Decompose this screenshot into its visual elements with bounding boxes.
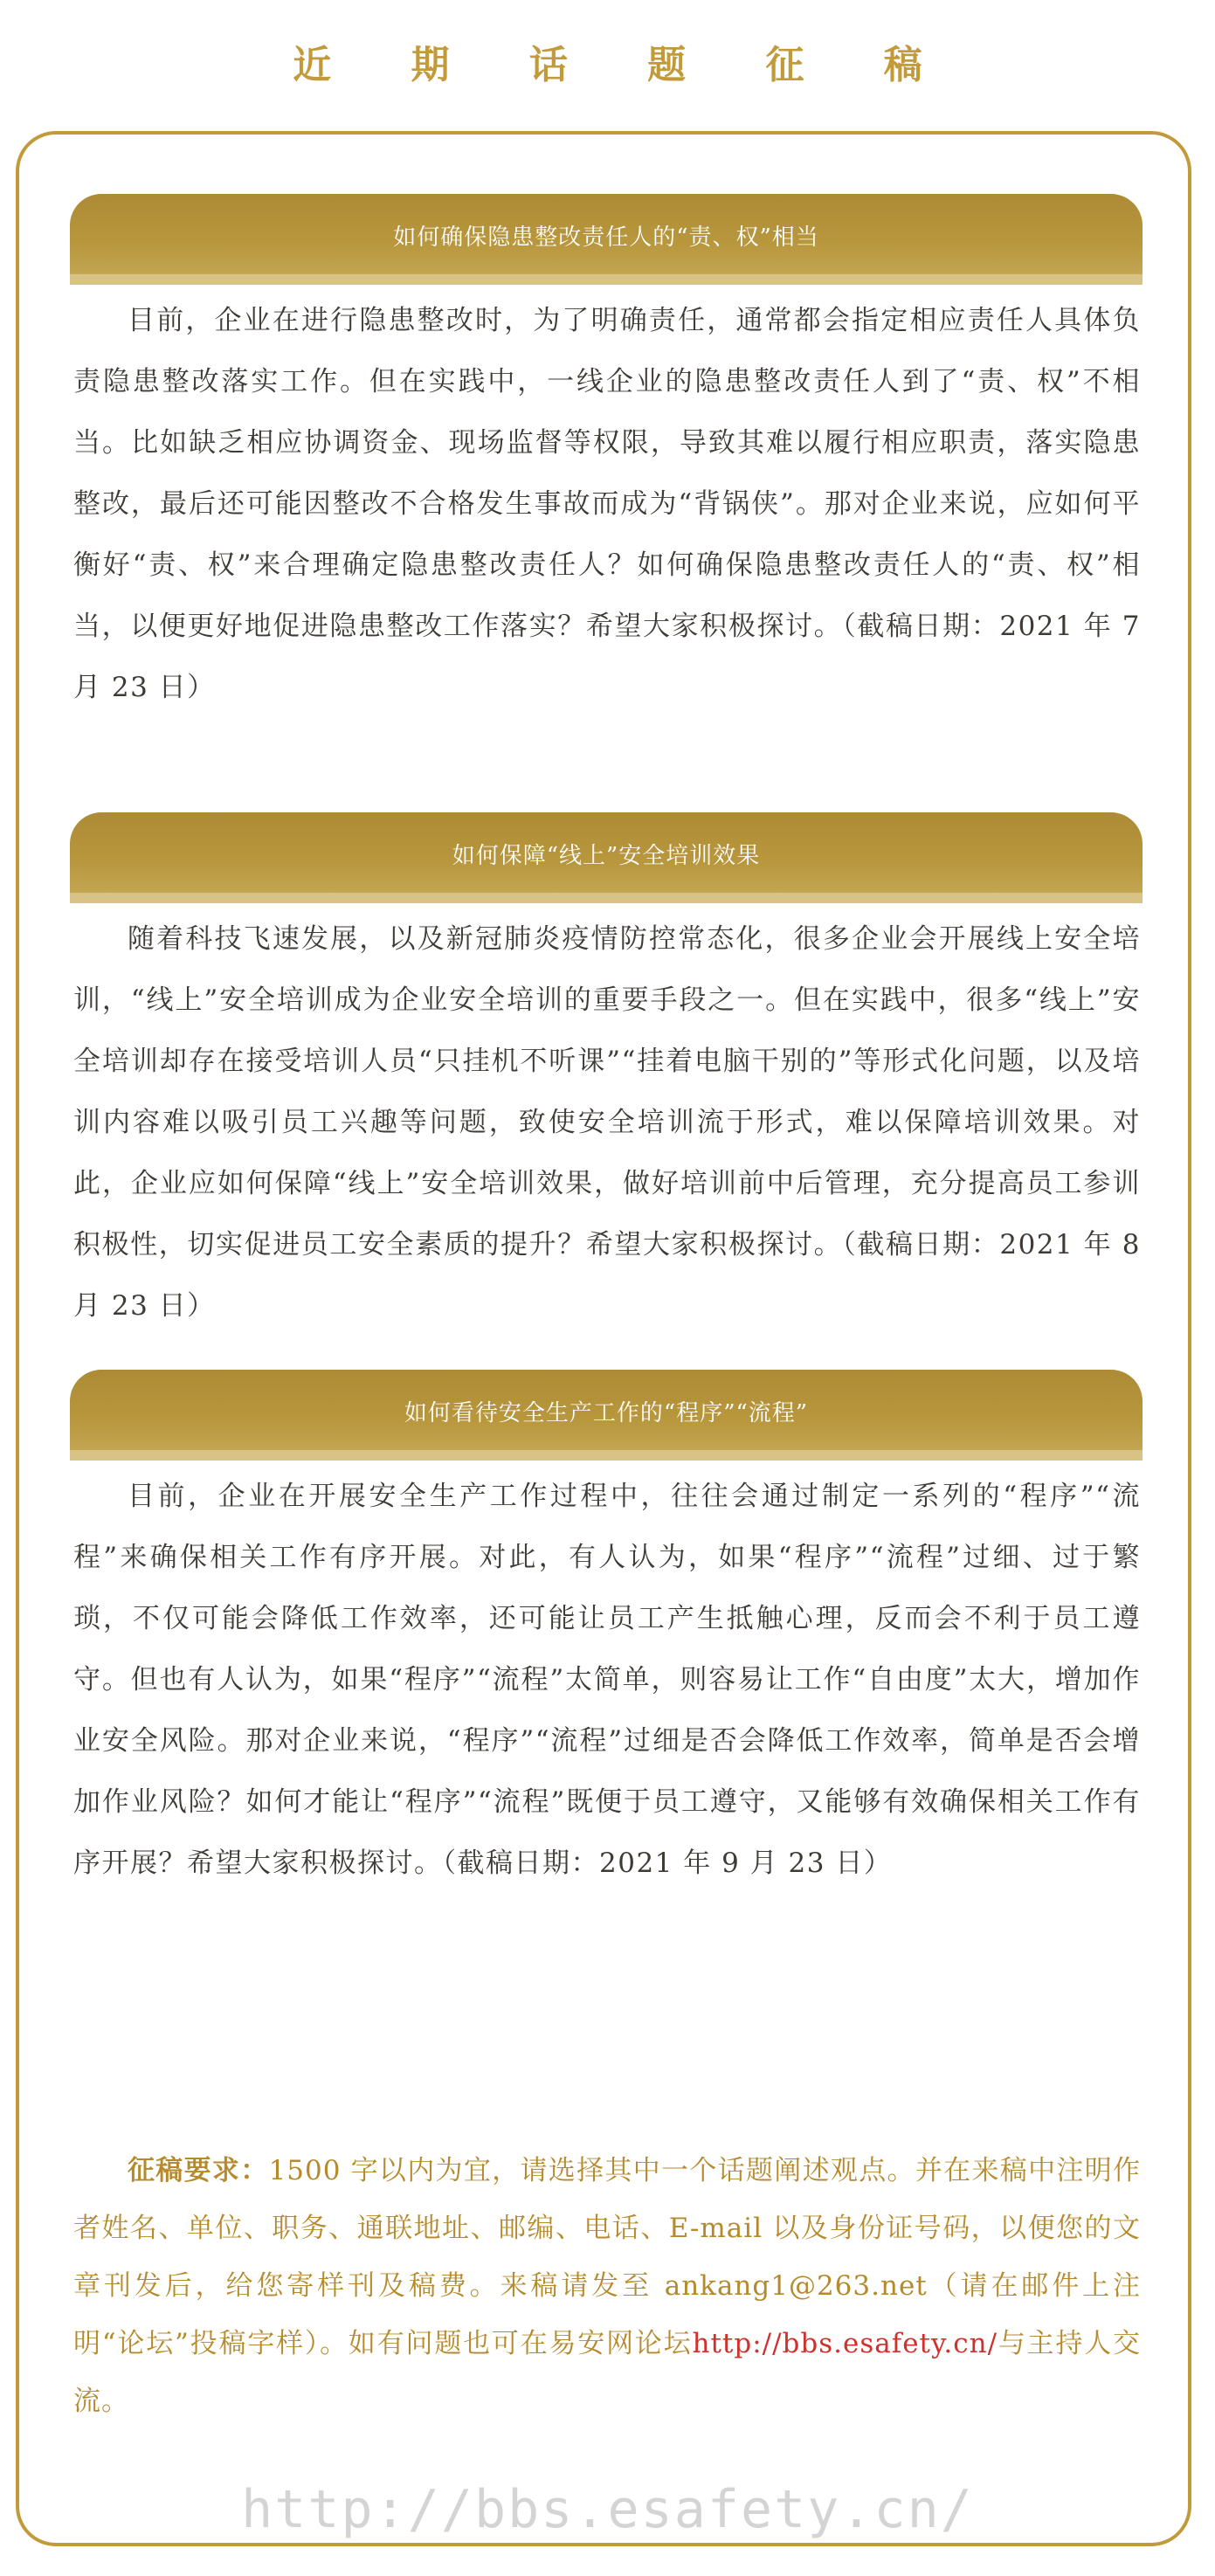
requirements-label: 征稿要求： xyxy=(128,2155,269,2186)
forum-link[interactable]: http://bbs.esafety.cn/ xyxy=(692,2328,998,2359)
requirements-text: 1500 字以内为宜，请选择其中一个话题阐述观点。并在来稿中注明作者姓名、单位、职务、通联地址、邮编、电话、E-mail 以及身份证号码，以便您的文章刊发后，给您寄样刊及稿费。来稿请发至 ankang1@263.net（请在邮件上注明“论坛”投稿字样）。如有问题也可在易安网论坛 xyxy=(73,2155,1142,2359)
topic-3-title: 如何看待安全生产工作的“程序”“流程” xyxy=(404,1399,809,1426)
topic-2-title: 如何保障“线上”安全培训效果 xyxy=(452,842,761,869)
topic-1-title: 如何确保隐患整改责任人的“责、权”相当 xyxy=(393,224,819,251)
topic-2-body: 随着科技飞速发展，以及新冠肺炎疫情防控常态化，很多企业会开展线上安全培训，“线上”安全培训成为企业安全培训的重要手段之一。但在实践中，很多“线上”安全培训却存在接受培训人员“只挂机不听课”“挂着电脑干别的”等形式化问题，以及培训内容难以吸引员工兴趣等问题，致使安全培训流于形式，难以保障培训效果。对此，企业应如何保障“线上”安全培训效果，做好培训前中后管理，充分提高员工参训积极性，切实促进员工安全素质的提升？希望大家积极探讨。（截稿日期：2021 年 8 月 23 日） xyxy=(73,923,1141,1322)
topic-2-header xyxy=(70,812,1143,903)
watermark-url: http://bbs.esafety.cn/ xyxy=(241,2479,974,2540)
page-title: 近 期 话 题 征 稿 xyxy=(293,43,956,87)
topic-1-body: 目前，企业在进行隐患整改时，为了明确责任，通常都会指定相应责任人具体负责隐患整改落实工作。但在实践中，一线企业的隐患整改责任人到了“责、权”不相当。比如缺乏相应协调资金、现场监督等权限，导致其难以履行相应职责，落实隐患整改，最后还可能因整改不合格发生事故而成为“背锅侠”。那对企业来说，应如何平衡好“责、权”来合理确定隐患整改责任人？如何确保隐患整改责任人的“责、权”相当，以便更好地促进隐患整改工作落实？希望大家积极探讨。（截稿日期：2021 年 7 月 23 日） xyxy=(73,305,1141,703)
submission-requirements xyxy=(73,2142,1141,2430)
topic-3-body: 目前，企业在开展安全生产工作过程中，往往会通过制定一系列的“程序”“流程”来确保相关工作有序开展。对此，有人认为，如果“程序”“流程”过细、过于繁琐，不仅可能会降低工作效率，还可能让员工产生抵触心理，反而会不利于员工遵守。但也有人认为，如果“程序”“流程”太简单，则容易让工作“自由度”太大，增加作业安全风险。那对企业来说，“程序”“流程”过细是否会降低工作效率，简单是否会增加作业风险？如何才能让“程序”“流程”既便于员工遵守，又能够有效确保相关工作有序开展？希望大家积极探讨。（截稿日期：2021 年 9 月 23 日） xyxy=(73,1481,1141,1879)
topic-3-header xyxy=(70,1370,1143,1461)
topic-1-header xyxy=(70,194,1143,285)
requirements-text-end: 与主持人交流。 xyxy=(73,2328,1142,2417)
